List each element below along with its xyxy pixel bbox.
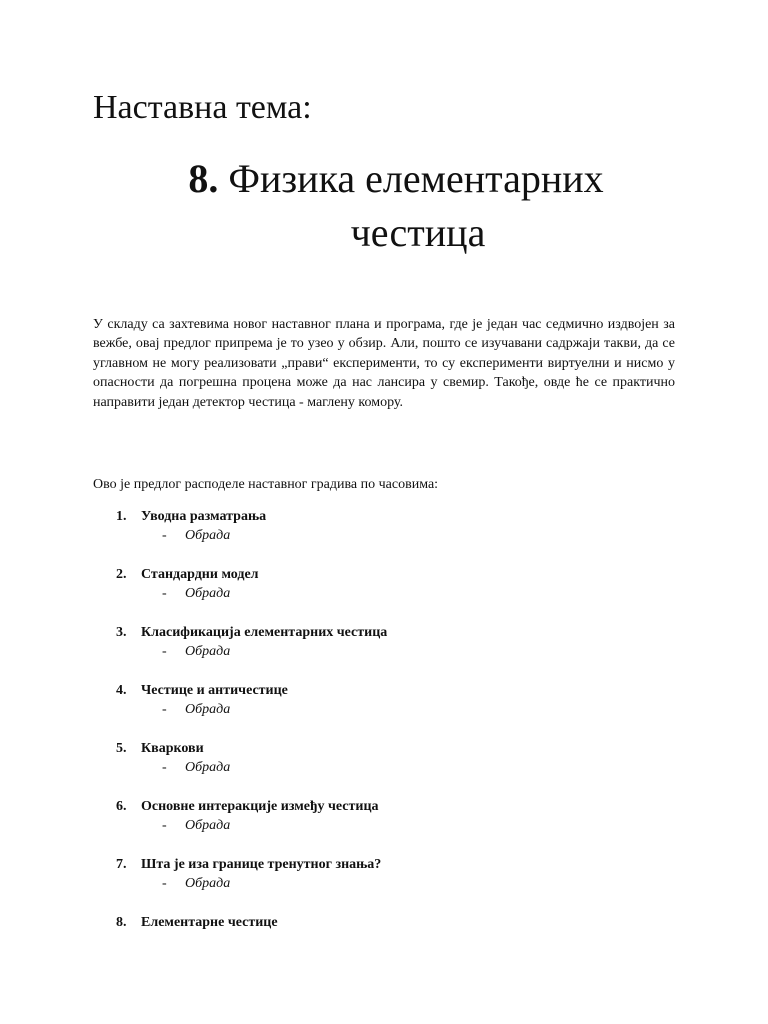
title-number: 8. <box>188 156 219 201</box>
title-line-1 <box>0 152 768 206</box>
lesson-title: Шта је иза границе тренутног знања? <box>141 857 382 872</box>
lesson-type: Обрада <box>185 876 231 891</box>
lesson-type: Обрада <box>185 528 231 543</box>
lesson-number: 8. <box>116 915 127 930</box>
intro-paragraph: У складу са захтевима новог наставног плана и програма, где је један час седмично издвојен за вежбе, овај предлог припрема је то узео у обзир. Али, пошто се изучавани садржаји такви, да се углавном не могу реализовати „прави“ експерименти, то су експерименти виртуелни и нисмо у опасности да погрешна процена може да нас лансира у свемир. Такође, овде ће се практично направити један детектор честица - маглену комору. <box>93 317 675 410</box>
list-item <box>0 856 700 900</box>
lesson-dash: - <box>162 644 167 659</box>
lesson-dash: - <box>162 876 167 891</box>
lesson-dash: - <box>162 702 167 717</box>
list-item <box>0 740 700 784</box>
topic-label: Наставна тема: <box>93 89 312 126</box>
proposal-sentence: Ово је предлог расподеле наставног градива по часовима: <box>93 477 439 492</box>
list-item <box>0 682 700 726</box>
lesson-type: Обрада <box>185 644 231 659</box>
lesson-type: Обрада <box>185 760 231 775</box>
title-text-1: Физика елементарних <box>228 156 604 201</box>
lesson-title: Стандардни модел <box>141 567 259 582</box>
lesson-dash: - <box>162 818 167 833</box>
lesson-number: 4. <box>116 683 127 698</box>
lesson-number: 7. <box>116 857 127 872</box>
lesson-type: Обрада <box>185 586 231 601</box>
lesson-title: Елементарне честице <box>141 915 278 930</box>
lesson-title: Кваркови <box>141 741 204 756</box>
page-title <box>0 152 768 260</box>
lesson-number: 1. <box>116 509 127 524</box>
lesson-number: 6. <box>116 799 127 814</box>
lesson-dash: - <box>162 586 167 601</box>
lesson-number: 2. <box>116 567 127 582</box>
lesson-title: Уводна разматрања <box>141 509 267 524</box>
list-item <box>0 508 700 552</box>
lesson-title: Честице и античестице <box>141 683 288 698</box>
lesson-number: 5. <box>116 741 127 756</box>
lesson-type: Обрада <box>185 702 231 717</box>
list-item <box>0 566 700 610</box>
list-item <box>0 624 700 668</box>
lesson-title: Основне интеракције између честица <box>141 799 379 814</box>
title-line-2: честица <box>350 210 486 255</box>
lesson-title: Класификација елементарних честица <box>141 625 388 640</box>
lesson-dash: - <box>162 528 167 543</box>
list-item <box>0 914 700 958</box>
lesson-type: Обрада <box>185 818 231 833</box>
lesson-number: 3. <box>116 625 127 640</box>
list-item <box>0 798 700 842</box>
lesson-dash: - <box>162 760 167 775</box>
